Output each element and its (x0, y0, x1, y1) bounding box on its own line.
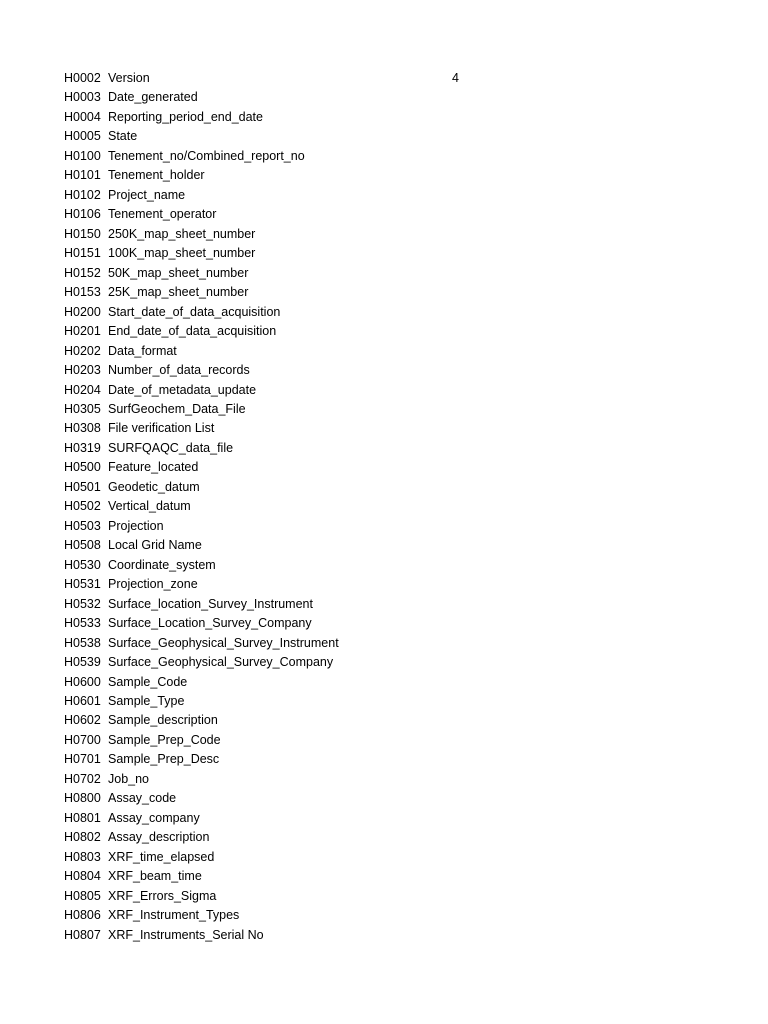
record-code: H0804 (64, 869, 101, 884)
record-label: Surface_Geophysical_Survey_Company (108, 655, 334, 670)
header-record-row (64, 536, 704, 555)
header-record-row (64, 789, 704, 808)
header-record-row (64, 88, 704, 107)
record-code: H0539 (64, 655, 101, 670)
record-label: Number_of_data_records (108, 363, 250, 378)
record-label: Vertical_datum (108, 499, 191, 514)
record-label: Feature_located (108, 460, 199, 475)
record-code: H0152 (64, 265, 101, 280)
record-label: Local Grid Name (108, 538, 202, 553)
record-label: Assay_description (108, 830, 210, 845)
record-label: Sample_description (108, 713, 218, 728)
header-record-row (64, 887, 704, 906)
record-label: Version (108, 71, 150, 85)
record-label: 50K_map_sheet_number (108, 265, 249, 280)
header-record-list (64, 69, 704, 945)
record-label: Sample_Type (108, 694, 185, 708)
record-label: Surface_location_Survey_Instrument (108, 596, 313, 611)
header-record-row (64, 673, 704, 692)
header-record-row (64, 400, 704, 419)
record-code: H0002 (64, 71, 101, 85)
record-code: H0200 (64, 304, 101, 319)
record-code: H0531 (64, 577, 101, 592)
record-label: Project_name (108, 187, 186, 202)
record-code: H0201 (64, 324, 101, 339)
header-record-row (64, 595, 704, 614)
record-label: Geodetic_datum (108, 479, 200, 494)
record-code: H0101 (64, 168, 101, 183)
record-code: H0150 (64, 226, 101, 241)
record-label: 100K_map_sheet_number (108, 246, 256, 261)
header-record-row (64, 653, 704, 672)
record-code: H0500 (64, 460, 101, 475)
header-record-row (64, 225, 704, 244)
record-label: XRF_Errors_Sigma (108, 888, 217, 903)
record-code: H0508 (64, 538, 101, 553)
record-code: H0805 (64, 888, 101, 903)
header-record-row (64, 809, 704, 828)
header-record-row (64, 419, 704, 438)
header-record-row (64, 381, 704, 400)
record-label: XRF_Instruments_Serial No (108, 927, 264, 942)
record-code: H0533 (64, 616, 101, 631)
record-code: H0530 (64, 557, 101, 572)
record-label: File verification List (108, 421, 215, 436)
header-record-row (64, 848, 704, 867)
record-code: H0700 (64, 732, 101, 747)
header-record-row (64, 750, 704, 769)
record-label: 25K_map_sheet_number (108, 285, 249, 300)
record-label: SurfGeochem_Data_File (108, 401, 246, 416)
record-code: H0602 (64, 713, 101, 728)
header-record-row (64, 867, 704, 886)
record-label: Surface_Location_Survey_Company (108, 616, 312, 631)
record-label: State (108, 129, 138, 144)
record-code: H0600 (64, 674, 101, 689)
record-label: Start_date_of_data_acquisition (108, 304, 281, 319)
header-record-row (64, 634, 704, 653)
header-record-row (64, 828, 704, 847)
record-code: H0153 (64, 285, 101, 300)
record-code: H0803 (64, 849, 101, 864)
record-label: End_date_of_data_acquisition (108, 324, 277, 339)
record-label: SURFQAQC_data_file (108, 440, 234, 455)
header-record-row (64, 127, 704, 146)
record-code: H0319 (64, 440, 101, 455)
header-record-row (64, 556, 704, 575)
record-label: Tenement_holder (108, 168, 205, 183)
record-label: Sample_Prep_Code (108, 732, 221, 747)
header-record-row (64, 303, 704, 322)
record-code: H0305 (64, 401, 101, 416)
record-label: Date_of_metadata_update (108, 382, 257, 397)
record-label: Reporting_period_end_date (108, 109, 263, 124)
record-label: 250K_map_sheet_number (108, 226, 256, 241)
record-label: Sample_Prep_Desc (108, 752, 220, 767)
record-code: H0106 (64, 207, 101, 222)
header-record-row (64, 69, 704, 88)
record-code: H0601 (64, 694, 101, 708)
header-record-row (64, 711, 704, 730)
header-record-row (64, 731, 704, 750)
header-record-row (64, 205, 704, 224)
record-code: H0502 (64, 499, 101, 514)
record-label: Tenement_operator (108, 207, 217, 222)
record-code: H0802 (64, 830, 101, 845)
header-record-row (64, 906, 704, 925)
header-record-row (64, 458, 704, 477)
record-code: H0807 (64, 927, 101, 942)
record-label: XRF_beam_time (108, 869, 202, 884)
record-label: Assay_company (108, 810, 200, 825)
record-code: H0102 (64, 187, 101, 202)
record-label: Data_format (108, 343, 177, 358)
record-code: H0003 (64, 90, 101, 105)
record-code: H0501 (64, 479, 101, 494)
record-label: Date_generated (108, 90, 198, 105)
record-value: 4 (452, 71, 459, 85)
record-label: Sample_Code (108, 674, 188, 689)
header-record-row (64, 322, 704, 341)
record-code: H0800 (64, 791, 101, 806)
record-code: H0806 (64, 908, 101, 923)
record-label: Coordinate_system (108, 557, 216, 572)
record-code: H0203 (64, 363, 101, 378)
header-record-row (64, 186, 704, 205)
record-code: H0801 (64, 810, 101, 825)
record-code: H0005 (64, 129, 101, 144)
record-label: XRF_Instrument_Types (108, 908, 240, 923)
record-code: H0204 (64, 382, 101, 397)
header-record-row (64, 614, 704, 633)
header-record-row (64, 478, 704, 497)
header-record-row (64, 361, 704, 380)
record-label: Tenement_no/Combined_report_no (108, 148, 305, 163)
record-code: H0308 (64, 421, 101, 436)
header-record-row (64, 770, 704, 789)
record-code: H0701 (64, 752, 101, 767)
record-code: H0503 (64, 518, 101, 533)
header-record-row (64, 692, 704, 711)
record-label: Surface_Geophysical_Survey_Instrument (108, 635, 339, 650)
record-code: H0538 (64, 635, 101, 650)
header-record-row (64, 244, 704, 263)
header-record-row (64, 147, 704, 166)
header-record-row (64, 264, 704, 283)
record-code: H0100 (64, 148, 101, 163)
record-label: Assay_code (108, 791, 177, 806)
header-record-row (64, 283, 704, 302)
header-record-row (64, 439, 704, 458)
record-code: H0202 (64, 343, 101, 358)
header-record-row (64, 575, 704, 594)
record-code: H0532 (64, 596, 101, 611)
record-code: H0151 (64, 246, 101, 261)
record-code: H0004 (64, 109, 101, 124)
header-record-row (64, 926, 704, 945)
record-label: XRF_time_elapsed (108, 849, 215, 864)
record-label: Projection (108, 518, 164, 533)
record-label: Projection_zone (108, 577, 198, 592)
header-record-row (64, 166, 704, 185)
record-label: Job_no (108, 771, 150, 786)
header-record-row (64, 342, 704, 361)
header-record-row (64, 517, 704, 536)
header-record-row (64, 108, 704, 127)
record-code: H0702 (64, 771, 101, 786)
header-record-row (64, 497, 704, 516)
